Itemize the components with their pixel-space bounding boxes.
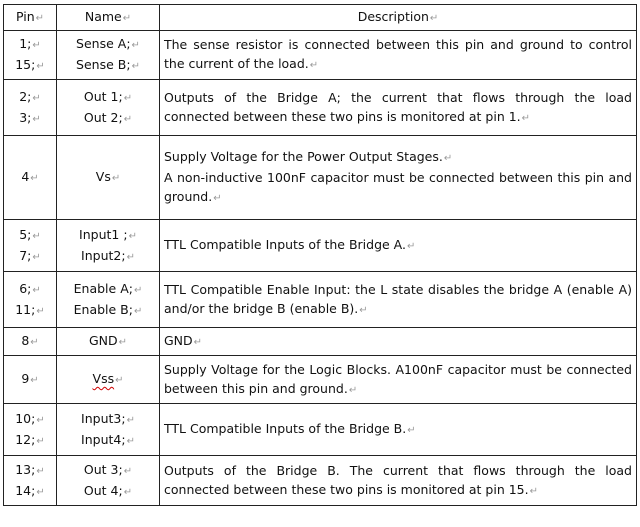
description-cell [160,356,637,404]
paragraph-mark-icon: ↵ [429,13,439,24]
paragraph-mark-icon: ↵ [36,486,45,498]
header-pin-label: Pin [15,9,35,24]
pin-cell-text: 6; [19,280,32,296]
name-cell-text: Input3; [81,410,126,426]
paragraph-mark-icon: ↵ [32,251,41,263]
pin-cell [4,220,57,272]
paragraph-mark-icon: ↵ [36,305,45,317]
pin-cell [4,328,57,356]
name-cell-text: Out 1; [83,88,123,104]
pin-cell-text: 8 [21,333,30,348]
name-cell [57,328,160,356]
description-cell-line [164,461,632,501]
pin-cell-line [8,246,52,267]
table-row [4,456,637,506]
name-cell-text: Enable A; [73,280,133,296]
header-description [160,5,637,31]
description-cell-line [164,331,632,352]
paragraph-mark-icon: ↵ [36,414,45,426]
description-cell-text: Outputs of the Bridge B. The current that flows through the load connected between these two pins is monitored at pin 15. [164,462,632,497]
table-row [4,328,637,356]
paragraph-mark-icon: ↵ [126,414,135,426]
name-cell-line [61,279,155,300]
name-cell-text: Input4; [81,431,126,447]
name-cell-text: Out 2; [83,109,123,125]
paragraph-mark-icon: ↵ [123,486,133,498]
pin-cell-text: 2; [19,88,32,104]
name-cell-line [61,481,155,502]
paragraph-mark-icon: ↵ [521,112,531,124]
paragraph-mark-icon: ↵ [131,40,140,51]
pin-cell-text: 4 [21,169,30,184]
header-row [4,5,637,31]
pin-description-table [3,4,637,506]
pin-cell-line [8,481,52,502]
pin-cell-text: 10; [15,410,36,426]
description-cell [160,80,637,136]
pin-cell-line [8,331,52,352]
paragraph-mark-icon: ↵ [36,465,45,477]
pin-cell-text: 1; [19,36,32,51]
name-cell-text: Out 4; [83,482,123,498]
description-cell-line [164,88,632,128]
name-cell-text: Input1 ; [79,226,128,242]
name-cell-line [61,300,155,321]
name-cell [57,136,160,220]
pin-cell-line [8,108,52,129]
header-pin [4,5,57,31]
pin-cell-line [8,430,52,451]
pin-cell-line [8,87,52,108]
paragraph-mark-icon: ↵ [111,173,121,184]
paragraph-mark-icon: ↵ [30,375,39,386]
header-description-label: Description [357,9,429,24]
name-cell [57,456,160,506]
pin-cell-line [8,300,52,321]
description-cell-line [164,419,632,440]
name-cell [57,31,160,80]
table-row [4,356,637,404]
pin-cell [4,456,57,506]
pin-cell-text: 12; [15,431,36,447]
pin-cell [4,404,57,456]
description-cell-text: The sense resistor is connected between this pin and ground to control the current of the load. [164,37,632,71]
description-cell-text: Supply Voltage for the Logic Blocks. A100nF capacitor must be connected between this pin and ground. [164,361,632,396]
paragraph-mark-icon: ↵ [193,337,203,348]
name-cell [57,220,160,272]
name-cell-text: Out 3; [83,461,123,477]
table-row [4,404,637,456]
description-cell-line [164,147,632,168]
name-cell-line [61,246,155,267]
pin-cell-text: 5; [19,226,32,242]
table-row [4,31,637,80]
paragraph-mark-icon: ↵ [133,284,143,296]
pin-cell-line [8,55,52,76]
description-cell-line [164,168,632,208]
name-cell-line [61,108,155,129]
header-name [57,5,160,31]
description-cell-line [164,235,632,256]
pin-cell [4,356,57,404]
table-row [4,220,637,272]
description-cell-text: TTL Compatible Inputs of the Bridge A. [164,237,406,252]
paragraph-mark-icon: ↵ [133,305,143,317]
name-cell-line [61,87,155,108]
name-cell-text: Vss [92,371,115,386]
name-cell-text: Sense A; [76,36,131,51]
name-cell-text: Enable B; [73,301,133,317]
description-cell [160,220,637,272]
pin-cell-text: 13; [15,461,36,477]
pin-cell [4,136,57,220]
paragraph-mark-icon: ↵ [443,153,453,164]
description-cell-text: GND [164,333,193,348]
pin-cell-line [8,167,52,188]
paragraph-mark-icon: ↵ [35,13,45,24]
name-cell [57,356,160,404]
table-row [4,136,637,220]
pin-cell-text: 11; [15,301,36,317]
name-cell-line [61,34,155,55]
pin-cell [4,272,57,328]
pin-cell-line [8,34,52,55]
description-cell-text: TTL Compatible Enable Input: the L state disables the bridge A (enable A) and/or the bridge B (enable B). [164,281,632,316]
name-cell-line [61,409,155,430]
paragraph-mark-icon: ↵ [118,337,128,348]
paragraph-mark-icon: ↵ [36,61,45,72]
name-cell [57,80,160,136]
paragraph-mark-icon: ↵ [36,435,45,447]
paragraph-mark-icon: ↵ [123,92,133,104]
paragraph-mark-icon: ↵ [213,193,222,204]
pin-cell [4,80,57,136]
pin-cell-line [8,460,52,481]
paragraph-mark-icon: ↵ [30,337,39,348]
pin-cell-line [8,369,52,390]
pin-cell-text: 7; [19,247,32,263]
paragraph-mark-icon: ↵ [122,13,132,24]
paragraph-mark-icon: ↵ [32,284,41,296]
pin-cell-line [8,409,52,430]
pin-cell-line [8,279,52,300]
description-cell [160,456,637,506]
paragraph-mark-icon: ↵ [126,251,135,263]
paragraph-mark-icon: ↵ [406,241,416,252]
name-cell-line [61,460,155,481]
name-cell-line [61,167,155,188]
pin-cell-text: 14; [15,482,36,498]
pin-cell-line [8,225,52,246]
name-cell-text: Input2; [81,247,126,263]
name-cell-line [61,430,155,451]
paragraph-mark-icon: ↵ [407,425,416,436]
paragraph-mark-icon: ↵ [30,173,39,184]
paragraph-mark-icon: ↵ [123,113,133,125]
paragraph-mark-icon: ↵ [32,113,41,125]
paragraph-mark-icon: ↵ [128,230,137,242]
name-cell-text: Sense B; [76,57,131,72]
paragraph-mark-icon: ↵ [32,92,41,104]
paragraph-mark-icon: ↵ [309,60,319,71]
header-name-label: Name [84,9,122,24]
name-cell-line [61,331,155,352]
table-row [4,80,637,136]
paragraph-mark-icon: ↵ [131,61,140,72]
paragraph-mark-icon: ↵ [32,40,41,51]
name-cell-line [61,225,155,246]
description-cell-text: Outputs of the Bridge A; the current that flows through the load connected between these two pins is monitored at pin 1. [164,89,632,124]
description-cell-text: TTL Compatible Inputs of the Bridge B. [164,421,407,436]
pin-cell-text: 15; [15,57,36,72]
paragraph-mark-icon: ↵ [32,230,41,242]
name-cell-line [61,55,155,76]
paragraph-mark-icon: ↵ [126,435,135,447]
paragraph-mark-icon: ↵ [115,375,124,386]
paragraph-mark-icon: ↵ [348,384,358,396]
paragraph-mark-icon: ↵ [359,304,368,316]
description-cell-text: Supply Voltage for the Power Output Stages. [164,149,443,164]
paragraph-mark-icon: ↵ [529,485,539,497]
description-cell-line [164,360,632,400]
pin-cell [4,31,57,80]
description-cell [160,404,637,456]
description-cell [160,328,637,356]
name-cell [57,404,160,456]
table-row [4,272,637,328]
description-cell [160,31,637,80]
description-cell-text: A non-inductive 100nF capacitor must be connected between this pin and ground. [164,170,632,204]
name-cell-line [61,369,155,390]
description-cell-line [164,280,632,320]
name-cell-text: GND [88,333,118,348]
pin-cell-text: 3; [19,109,32,125]
name-cell-text: Vs [95,169,111,184]
description-cell [160,272,637,328]
paragraph-mark-icon: ↵ [123,465,133,477]
name-cell [57,272,160,328]
description-cell [160,136,637,220]
pin-cell-text: 9 [21,371,30,386]
description-cell-line [164,35,632,75]
